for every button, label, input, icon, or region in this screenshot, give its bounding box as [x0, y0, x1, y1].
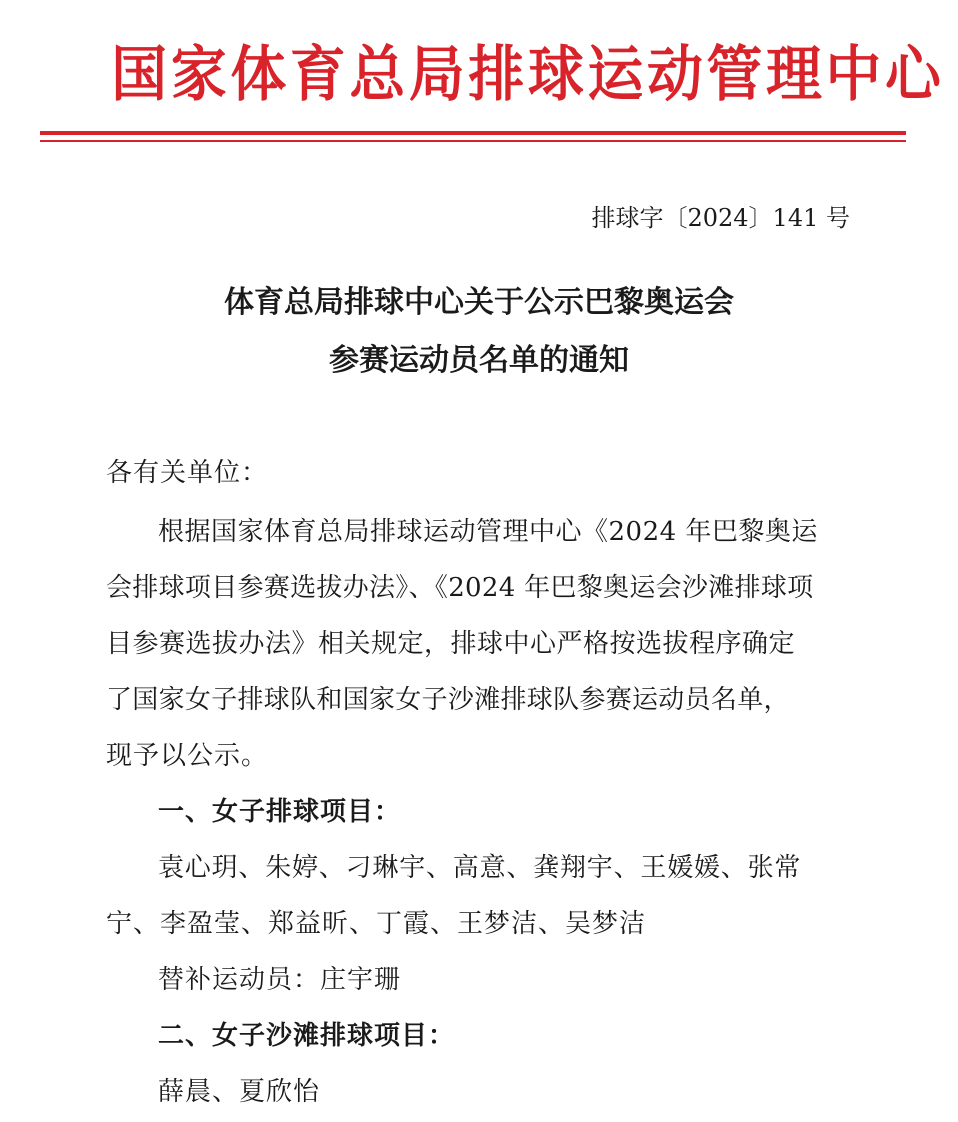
- document-title-line-1: 体育总局排球中心关于公示巴黎奥运会: [224, 285, 734, 320]
- section-heading-volleyball: 一、女子排球项目：: [158, 797, 402, 827]
- letterhead-rule-thin: [40, 140, 906, 142]
- document-number: 排球字〔2024〕141 号: [591, 204, 850, 232]
- document-title-line-2: 参赛运动员名单的通知: [329, 343, 629, 378]
- volleyball-roster-line: 宁、李盈莹、郑益昕、丁霞、王梦洁、吴梦洁: [106, 909, 647, 939]
- letterhead-org-name: 国家体育总局排球运动管理中心: [111, 40, 945, 110]
- beach-volleyball-roster-line: 薛晨、夏欣怡: [158, 1077, 321, 1107]
- volleyball-substitute: 替补运动员：庄宇珊: [158, 965, 402, 995]
- body-paragraph-line: 现予以公示。: [106, 741, 269, 771]
- salutation: 各有关单位：: [106, 458, 269, 488]
- body-paragraph-line: 了国家女子排球队和国家女子沙滩排球队参赛运动员名单，: [106, 685, 790, 715]
- body-paragraph-line: 根据国家体育总局排球运动管理中心《2024 年巴黎奥运: [158, 517, 818, 547]
- body-paragraph-line: 目参赛选拔办法》相关规定，排球中心严格按选拔程序确定: [106, 629, 796, 659]
- body-paragraph-line: 会排球项目参赛选拔办法》、《2024 年巴黎奥运会沙滩排球项: [106, 573, 814, 603]
- volleyball-roster-line: 袁心玥、朱婷、刁琳宇、高意、龚翔宇、王媛媛、张常: [158, 853, 802, 883]
- letterhead-rule-thick: [40, 131, 906, 135]
- section-heading-beach-volleyball: 二、女子沙滩排球项目：: [158, 1021, 456, 1051]
